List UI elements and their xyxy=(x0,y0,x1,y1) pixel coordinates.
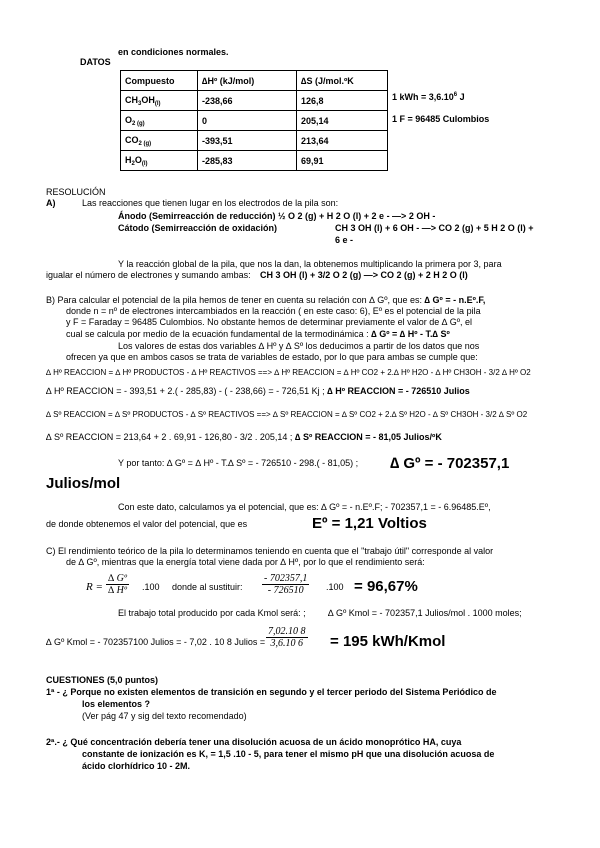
anode-reaction: Ánodo (Semirreacción de reducción) ½ O 2 (g) + H 2 O (l) + 2 e - —> 2 OH - xyxy=(118,211,436,221)
yield-result: = 96,67% xyxy=(354,578,418,595)
global-equation: CH 3 OH (l) + 3/2 O 2 (g) —> CO 2 (g) + 2 H 2 O (l) xyxy=(260,270,468,280)
compound-cell: $CH_3OH_{(l)}$ xyxy=(121,91,198,111)
global-text-1: Y la reacción global de la pila, que nos la dan, la obtenemos multiplicando la primera por 3, para xyxy=(118,259,502,269)
enthalpy-calc: ∆ Hº REACCION = - 393,51 + 2.( - 285,83) - ( - 238,66) = - 726,51 Kj ; ∆ Hº REACCION = - 726510 Julios xyxy=(46,386,470,396)
yield-fraction-values: $\frac{- 702357,1}{- 726510}$ xyxy=(264,573,308,596)
cathode-equation-cont: 6 e - xyxy=(335,235,354,245)
gibbs-result-unit: Julios/mol xyxy=(46,475,121,492)
yield-mult: .100 xyxy=(142,582,160,592)
yield-label: R = xyxy=(86,581,103,593)
gibbs-result: ∆ Gº = - 702357,1 xyxy=(390,455,510,472)
section-b-line-6: ofrecen ya que en ambos casos se trata de variables de estado, por lo que para ambas se cumple que: xyxy=(66,352,478,362)
compound-cell: $H_2O_{(l)}$ xyxy=(121,151,198,171)
data-table xyxy=(120,70,388,171)
total-work-text: El trabajo total producido por cada Kmol será: ; xyxy=(118,608,306,618)
enthalpy-equation: ∆ Hº REACCION = ∆ Hº PRODUCTOS - ∆ Hº REACTIVOS ==> ∆ Hº REACCION = ∆ Hº CO2 + 2.∆ Hº H2O - ∆ Hº CH3OH - 3/2 ∆ Hº O2 xyxy=(46,368,531,377)
enthalpy-cell: -393,51 xyxy=(198,131,297,151)
resolucion-heading: RESOLUCIÓN xyxy=(46,187,106,197)
question-2-line-1: 2ª.- ¿ Qué concentración debería tener una disolución acuosa de un ácido monoprótico HA, cuya xyxy=(46,737,462,747)
section-a-text: Las reacciones que tienen lugar en los electrodos de la pila son: xyxy=(82,198,339,208)
compound-cell: $CO_{2 (g)}$ xyxy=(121,131,198,151)
table-row xyxy=(121,111,388,131)
potential-result: Eº = 1,21 Voltios xyxy=(312,515,427,532)
entropy-cell: 205,14 xyxy=(297,111,388,131)
table-row xyxy=(121,131,388,151)
gibbs-equation: Y por tanto: ∆ Gº = ∆ Hº - T.∆ Sº = - 726510 - 298.( - 81,05) ; xyxy=(118,458,359,468)
intro-text: en condiciones normales. xyxy=(118,47,229,57)
question-2-line-2: constante de ionización es K, = 1,5 .10 - 5, para tener el mismo pH que una disolución acuosa de xyxy=(82,749,495,759)
yield-fraction: $\frac{\text{∆ Gº}}{\text{∆ Hº}}$ xyxy=(108,573,127,596)
question-1-line-2: los elementos ? xyxy=(82,699,151,709)
question-1-reference: (Ver pág 47 y sig del texto recomendado) xyxy=(82,711,247,721)
cathode-equation: CH 3 OH (l) + 6 OH - —> CO 2 (g) + 5 H 2 O (l) + xyxy=(335,223,534,233)
enthalpy-cell: -285,83 xyxy=(198,151,297,171)
potential-line: Con este dato, calculamos ya el potencial, que es: ∆ Gº = - n.Eº.F; - 702357,1 = - 6.96485.Eº, xyxy=(118,502,491,512)
entropy-calc: ∆ Sº REACCION = 213,64 + 2 . 69,91 - 126,80 - 3/2 . 205,14 ; ∆ Sº REACCION = - 81,05 Julios/ºK xyxy=(46,432,442,442)
question-1-line-1: 1ª - ¿ Porque no existen elementos de transición en segundo y el tercer periodo del Sistema Periódico de xyxy=(46,687,497,697)
kwh-constant: 1 kWh = $3,6.10^6$ J xyxy=(392,92,465,102)
compound-cell: $O_{2 (g)}$ xyxy=(121,111,198,131)
section-a-label: A) xyxy=(46,198,56,208)
total-work-equation: ∆ Gº Kmol = - 702357,1 Julios/mol . 1000 moles; xyxy=(328,608,522,618)
header-entropia: ∆S (J/mol.ºK xyxy=(297,71,388,91)
entropy-equation: ∆ Sº REACCION = ∆ Sº PRODUCTOS - ∆ Sº REACTIVOS ==> ∆ Sº REACCION = ∆ Sº CO2 + 2.∆ Sº H2O - ∆ Sº CH3OH - 3/2 ∆ Sº O2 xyxy=(46,410,528,419)
cathode-label: Cátodo (Semirreacción de oxidación) xyxy=(118,223,278,233)
section-b-line-3: y F = Faraday = 96485 Culombios. No obstante hemos de determinar previamente el valor de ∆ Gº, el xyxy=(66,317,473,327)
kmol-result: = 195 kWh/Kmol xyxy=(330,633,446,650)
header-compuesto: Compuesto xyxy=(121,71,198,91)
entropy-cell: 126,8 xyxy=(297,91,388,111)
faraday-constant: 1 F = 96485 Culombios xyxy=(392,114,490,124)
entropy-cell: 69,91 xyxy=(297,151,388,171)
entropy-cell: 213,64 xyxy=(297,131,388,151)
question-2-line-3: ácido clorhídrico 10 - 2M. xyxy=(82,761,191,771)
enthalpy-cell: 0 xyxy=(198,111,297,131)
cuestiones-heading: CUESTIONES (5,0 puntos) xyxy=(46,675,159,685)
section-c-line-1: C) El rendimiento teórico de la pila lo determinamos teniendo en cuenta que el "trabajo útil" corresponde al valor xyxy=(46,546,494,556)
kmol-fraction: $\frac{7,02.10 8}{3,6.10 6}$ xyxy=(268,626,306,649)
section-b-line-4: cual se calcula por medio de la ecuación fundamental de la termodinámica : ∆ Gº = ∆ Hº - T.∆ Sº xyxy=(66,329,450,339)
table-header-row xyxy=(121,71,388,91)
global-text-2: igualar el número de electrones y sumando ambas: xyxy=(46,270,251,280)
section-b-line-2: donde n = nº de electrones intercambiados en la reacción ( en este caso: 6), Eº es el potencial de la pila xyxy=(66,306,481,316)
section-c-line-2: de ∆ Gº, mientras que la energía total viene dada por ∆ Hº, por lo que el rendimiento será: xyxy=(66,557,425,567)
table-row xyxy=(121,91,388,111)
enthalpy-cell: -238,66 xyxy=(198,91,297,111)
table-row xyxy=(121,151,388,171)
section-b-line-1: B) Para calcular el potencial de la pila hemos de tener en cuenta su relación con ∆ Gº, que es: ∆ Gº = - n.Eº.F, xyxy=(46,295,486,305)
yield-substitute-label: donde al sustituir: xyxy=(172,582,243,592)
section-b-line-5: Los valores de estas dos variables ∆ Hº y ∆ Sº los deducimos a partir de los datos que nos xyxy=(118,341,480,351)
kmol-equation: ∆ Gº Kmol = - 702357100 Julios = - 7,02 . 10 8 Julios = xyxy=(46,637,266,647)
yield-mult-2: .100 xyxy=(326,582,344,592)
potential-line-2: de donde obtenemos el valor del potencial, que es xyxy=(46,519,248,529)
datos-label: DATOS xyxy=(80,57,111,67)
header-entalpia: ∆Hº (kJ/mol) xyxy=(198,71,297,91)
